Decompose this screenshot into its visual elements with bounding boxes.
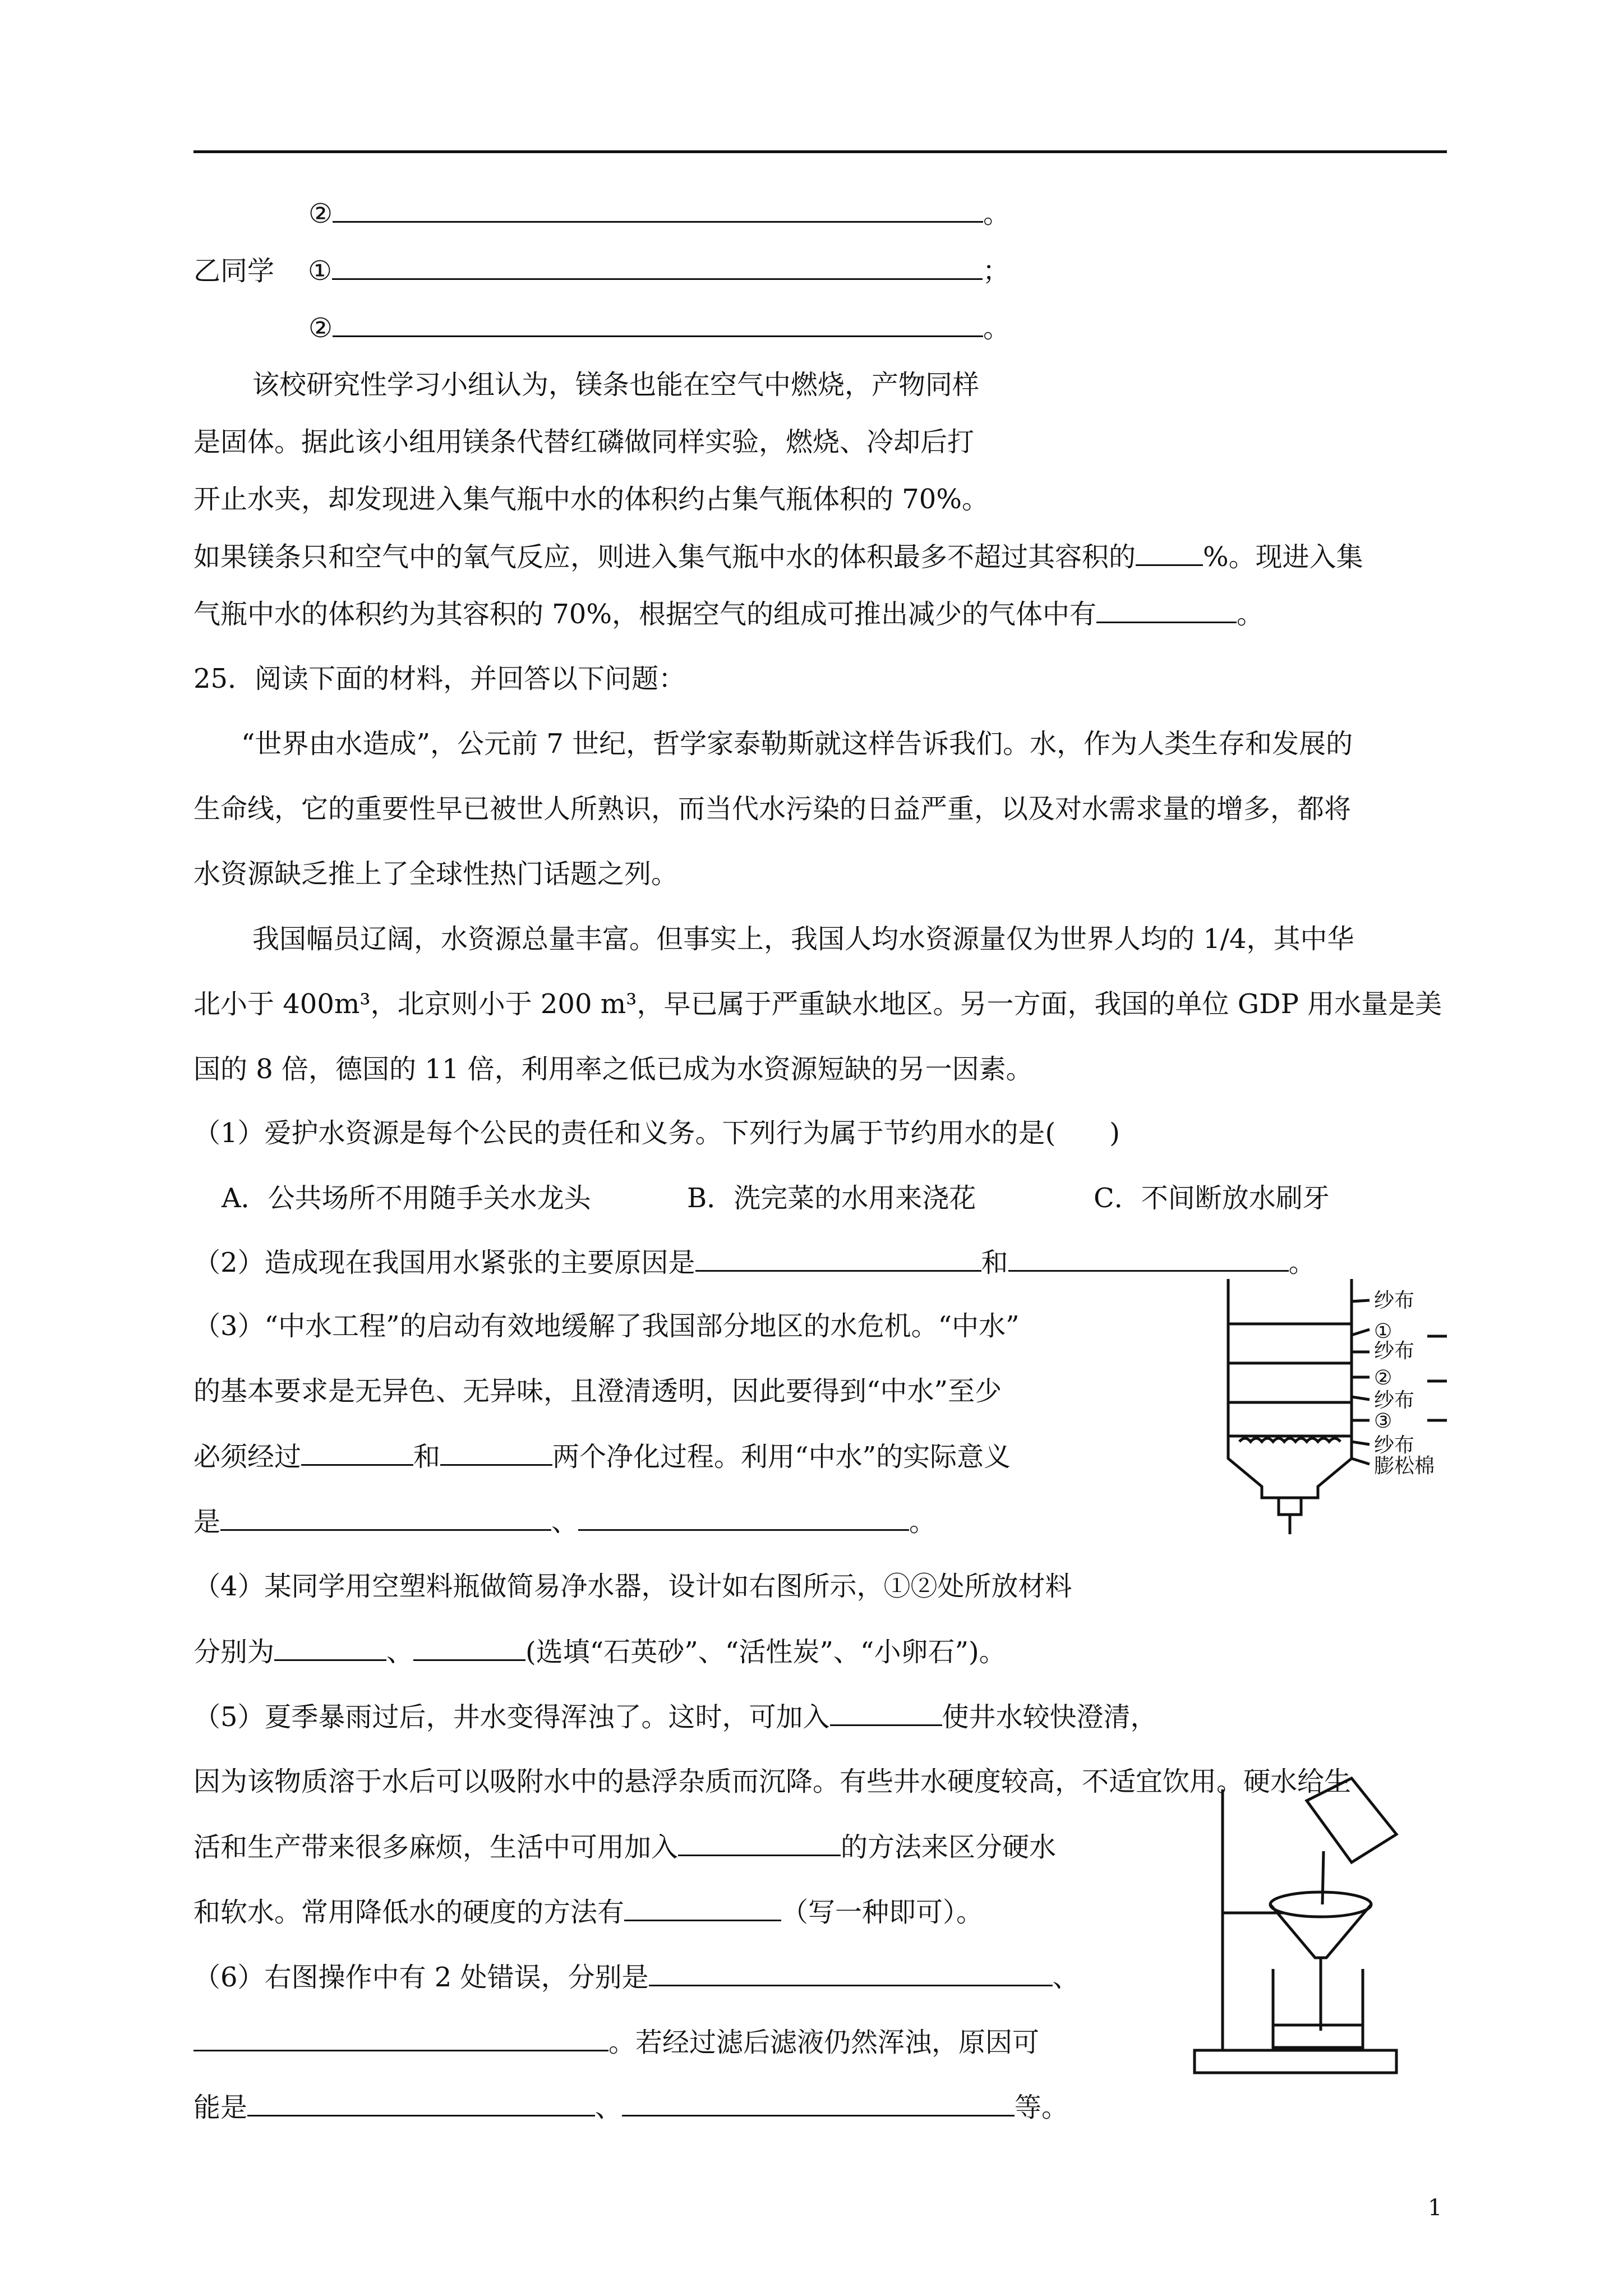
q5-line2: 因为该物质溶于水后可以吸附水中的悬浮杂质而沉降。有些井水硬度较高，不适宜饮用。硬水给生	[193, 1766, 1352, 1797]
text: 活和生产带来很多麻烦，生活中可用加入	[193, 1832, 679, 1863]
q3-line3	[193, 1439, 1011, 1474]
q25-para1-line1: “世界由水造成”，公元前 7 世纪，哲学家泰勒斯就这样告诉我们。水，作为人类生存和发展的	[241, 728, 1353, 760]
answer-blank[interactable]	[649, 1960, 1053, 1986]
q5-line4	[193, 1895, 983, 1929]
answer-blank[interactable]	[1008, 1245, 1289, 1272]
answer-blank[interactable]	[622, 2090, 1015, 2116]
magnesium-p1-line2: 是固体。据此该小组用镁条代替红磷做同样实验，燃烧、冷却后打	[193, 426, 975, 458]
filtration-apparatus-diagram	[1183, 1767, 1419, 2081]
text: 和	[413, 1441, 441, 1473]
period: 。	[983, 198, 1011, 229]
text: （写一种即可）。	[781, 1897, 984, 1928]
bottle-nozzle	[1279, 1498, 1301, 1515]
label-leader	[1352, 1300, 1370, 1301]
q6-line3	[193, 2090, 1068, 2124]
q4-line2	[193, 1635, 1006, 1669]
q4-line1: （4）某同学用空塑料瓶做简易净水器，设计如右图所示，①②处所放材料	[193, 1571, 1072, 1602]
semicolon: ；	[983, 255, 1010, 287]
q25-heading: 25．阅读下面的材料，并回答以下问题：	[193, 663, 686, 694]
text: 。	[1288, 1247, 1316, 1278]
answer-blank[interactable]	[220, 1504, 551, 1531]
text: （2）造成现在我国用水紧张的主要原因是	[193, 1247, 695, 1278]
text: 。	[909, 1506, 937, 1538]
label-leader	[1352, 1442, 1370, 1444]
magnesium-p2-line2	[193, 597, 1264, 631]
answer-blank[interactable]	[440, 1439, 552, 1466]
text: 、	[595, 2092, 623, 2123]
q5-line3	[193, 1830, 1056, 1864]
text: 两个净化过程。利用“中水”的实际意义	[552, 1441, 1011, 1473]
q25-para2-line1: 我国幅员辽阔，水资源总量丰富。但事实上，我国人均水资源量仅为世界人均的 1/4，其中华	[252, 923, 1354, 955]
text: 能是	[193, 2092, 248, 2123]
circle-number: ①	[308, 255, 333, 287]
answer-blank[interactable]	[332, 254, 983, 280]
filter-label: ③	[1374, 1410, 1393, 1433]
period: 。	[983, 312, 1011, 344]
magnesium-p1-line3: 开止水夹，却发现进入集气瓶中水的体积约占集气瓶体积的 70%。	[193, 484, 989, 515]
text: 和软水。常用降低水的硬度的方法有	[193, 1897, 625, 1928]
circle-number: ②	[308, 198, 333, 229]
q3-line4	[193, 1504, 936, 1539]
page-number: 1	[1428, 2195, 1442, 2221]
bottle-outline	[1228, 1279, 1352, 1498]
q3-line1: （3）“中水工程”的启动有效地缓解了我国部分地区的水危机。“中水”	[193, 1310, 1020, 1342]
filter-label: ②	[1374, 1366, 1393, 1389]
beaker	[1273, 1969, 1363, 2047]
answer-blank[interactable]	[695, 1245, 981, 1272]
header-rule	[193, 150, 1447, 153]
answer-line-yi-2	[308, 311, 1010, 345]
filter-label: 膨松棉	[1374, 1455, 1435, 1478]
answer-blank[interactable]	[678, 1830, 841, 1856]
text: （5）夏季暴雨过后，井水变得浑浊了。这时，可加入	[193, 1701, 830, 1733]
q5-line1	[193, 1700, 1158, 1734]
text: 是	[193, 1506, 221, 1538]
text: 等。	[1015, 2092, 1069, 2123]
label-leader	[1352, 1397, 1370, 1400]
pouring-beaker	[1307, 1778, 1396, 1862]
text: （6）右图操作中有 2 处错误，分别是	[193, 1962, 649, 1993]
label-leader	[1352, 1329, 1370, 1335]
filter-label: 纱布	[1374, 1289, 1415, 1312]
text: 、	[386, 1636, 414, 1668]
q25-para2-line2: 北小于 400m³，北京则小于 200 m³，早已属于严重缺水地区。另一方面，我国的单位 GDP 用水量是美	[193, 988, 1442, 1020]
q3-line2: 的基本要求是无异色、无异味，且澄清透明，因此要得到“中水”至少	[193, 1375, 1002, 1407]
text: %。现进入集	[1203, 541, 1363, 573]
answer-blank[interactable]	[1096, 597, 1237, 623]
q2-line	[193, 1245, 1316, 1280]
label-leader	[1352, 1458, 1370, 1464]
answer-blank[interactable]	[624, 1895, 781, 1921]
answer-line-yi-1	[193, 254, 1009, 288]
text: 必须经过	[193, 1441, 302, 1473]
stand-base	[1195, 2050, 1396, 2073]
text: 和	[981, 1247, 1008, 1278]
answer-blank[interactable]	[333, 311, 983, 337]
text: (选填“石英砂”、“活性炭”、“小卵石”)。	[525, 1636, 1006, 1668]
q6-line1	[193, 1960, 1080, 1994]
q1-option-a[interactable]: A．公共场所不用随手关水龙头	[222, 1182, 591, 1214]
answer-blank[interactable]	[193, 2025, 608, 2051]
q25-para1-line3: 水资源缺乏推上了全球性热门话题之列。	[193, 858, 679, 890]
filter-label: ①	[1374, 1320, 1393, 1343]
q25-para2-line3: 国的 8 倍，德国的 11 倍，利用率之低已成为水资源短缺的另一因素。	[193, 1053, 1033, 1085]
magnesium-p1-line1: 该校研究性学习小组认为，镁条也能在空气中燃烧，产物同样	[252, 369, 980, 401]
q25-para1-line2: 生命线，它的重要性早已被世人所熟识，而当代水污染的日益严重，以及对水需求量的增多，都将	[193, 793, 1352, 825]
answer-blank[interactable]	[413, 1635, 525, 1661]
text: 。	[1236, 599, 1264, 630]
answer-blank[interactable]	[274, 1635, 386, 1661]
text: 气瓶中水的体积约为其容积的 70%，根据空气的组成可推出减少的气体中有	[193, 599, 1096, 630]
answer-blank[interactable]	[1136, 540, 1203, 566]
funnel-rim	[1270, 1892, 1371, 1917]
water-filter-diagram	[1211, 1273, 1464, 1537]
filter-label: 纱布	[1374, 1389, 1415, 1412]
q6-line2	[193, 2025, 1039, 2059]
q1-option-c[interactable]: C．不间断放水刷牙	[1094, 1182, 1330, 1214]
cotton-layer	[1239, 1438, 1340, 1442]
answer-line-a2	[308, 196, 1010, 231]
text: 。若经过滤后滤液仍然浑浊，原因可	[608, 2027, 1040, 2058]
text: 分别为	[193, 1636, 275, 1668]
q1-option-b[interactable]: B．洗完菜的水用来浇花	[687, 1182, 976, 1214]
answer-blank[interactable]	[247, 2090, 595, 2116]
answer-blank[interactable]	[578, 1504, 909, 1531]
student-label: 乙同学	[193, 255, 275, 287]
text: 的方法来区分硬水	[841, 1832, 1057, 1863]
answer-blank[interactable]	[301, 1439, 413, 1466]
text: 、	[551, 1506, 579, 1538]
text: 如果镁条只和空气中的氧气反应，则进入集气瓶中水的体积最多不超过其容积的	[193, 541, 1136, 573]
text: 、	[1052, 1962, 1080, 1993]
answer-blank[interactable]	[333, 196, 983, 223]
answer-blank[interactable]	[830, 1700, 942, 1726]
magnesium-p2-line1	[193, 540, 1363, 574]
filter-label: 纱布	[1374, 1340, 1415, 1363]
circle-number: ②	[308, 312, 333, 344]
q1-stem: （1）爱护水资源是每个公民的责任和义务。下列行为属于节约用水的是( )	[193, 1117, 1120, 1149]
liquid-stream	[1322, 1851, 1324, 1904]
text: 使井水较快澄清，	[942, 1701, 1158, 1733]
filter-label: 纱布	[1374, 1434, 1415, 1457]
